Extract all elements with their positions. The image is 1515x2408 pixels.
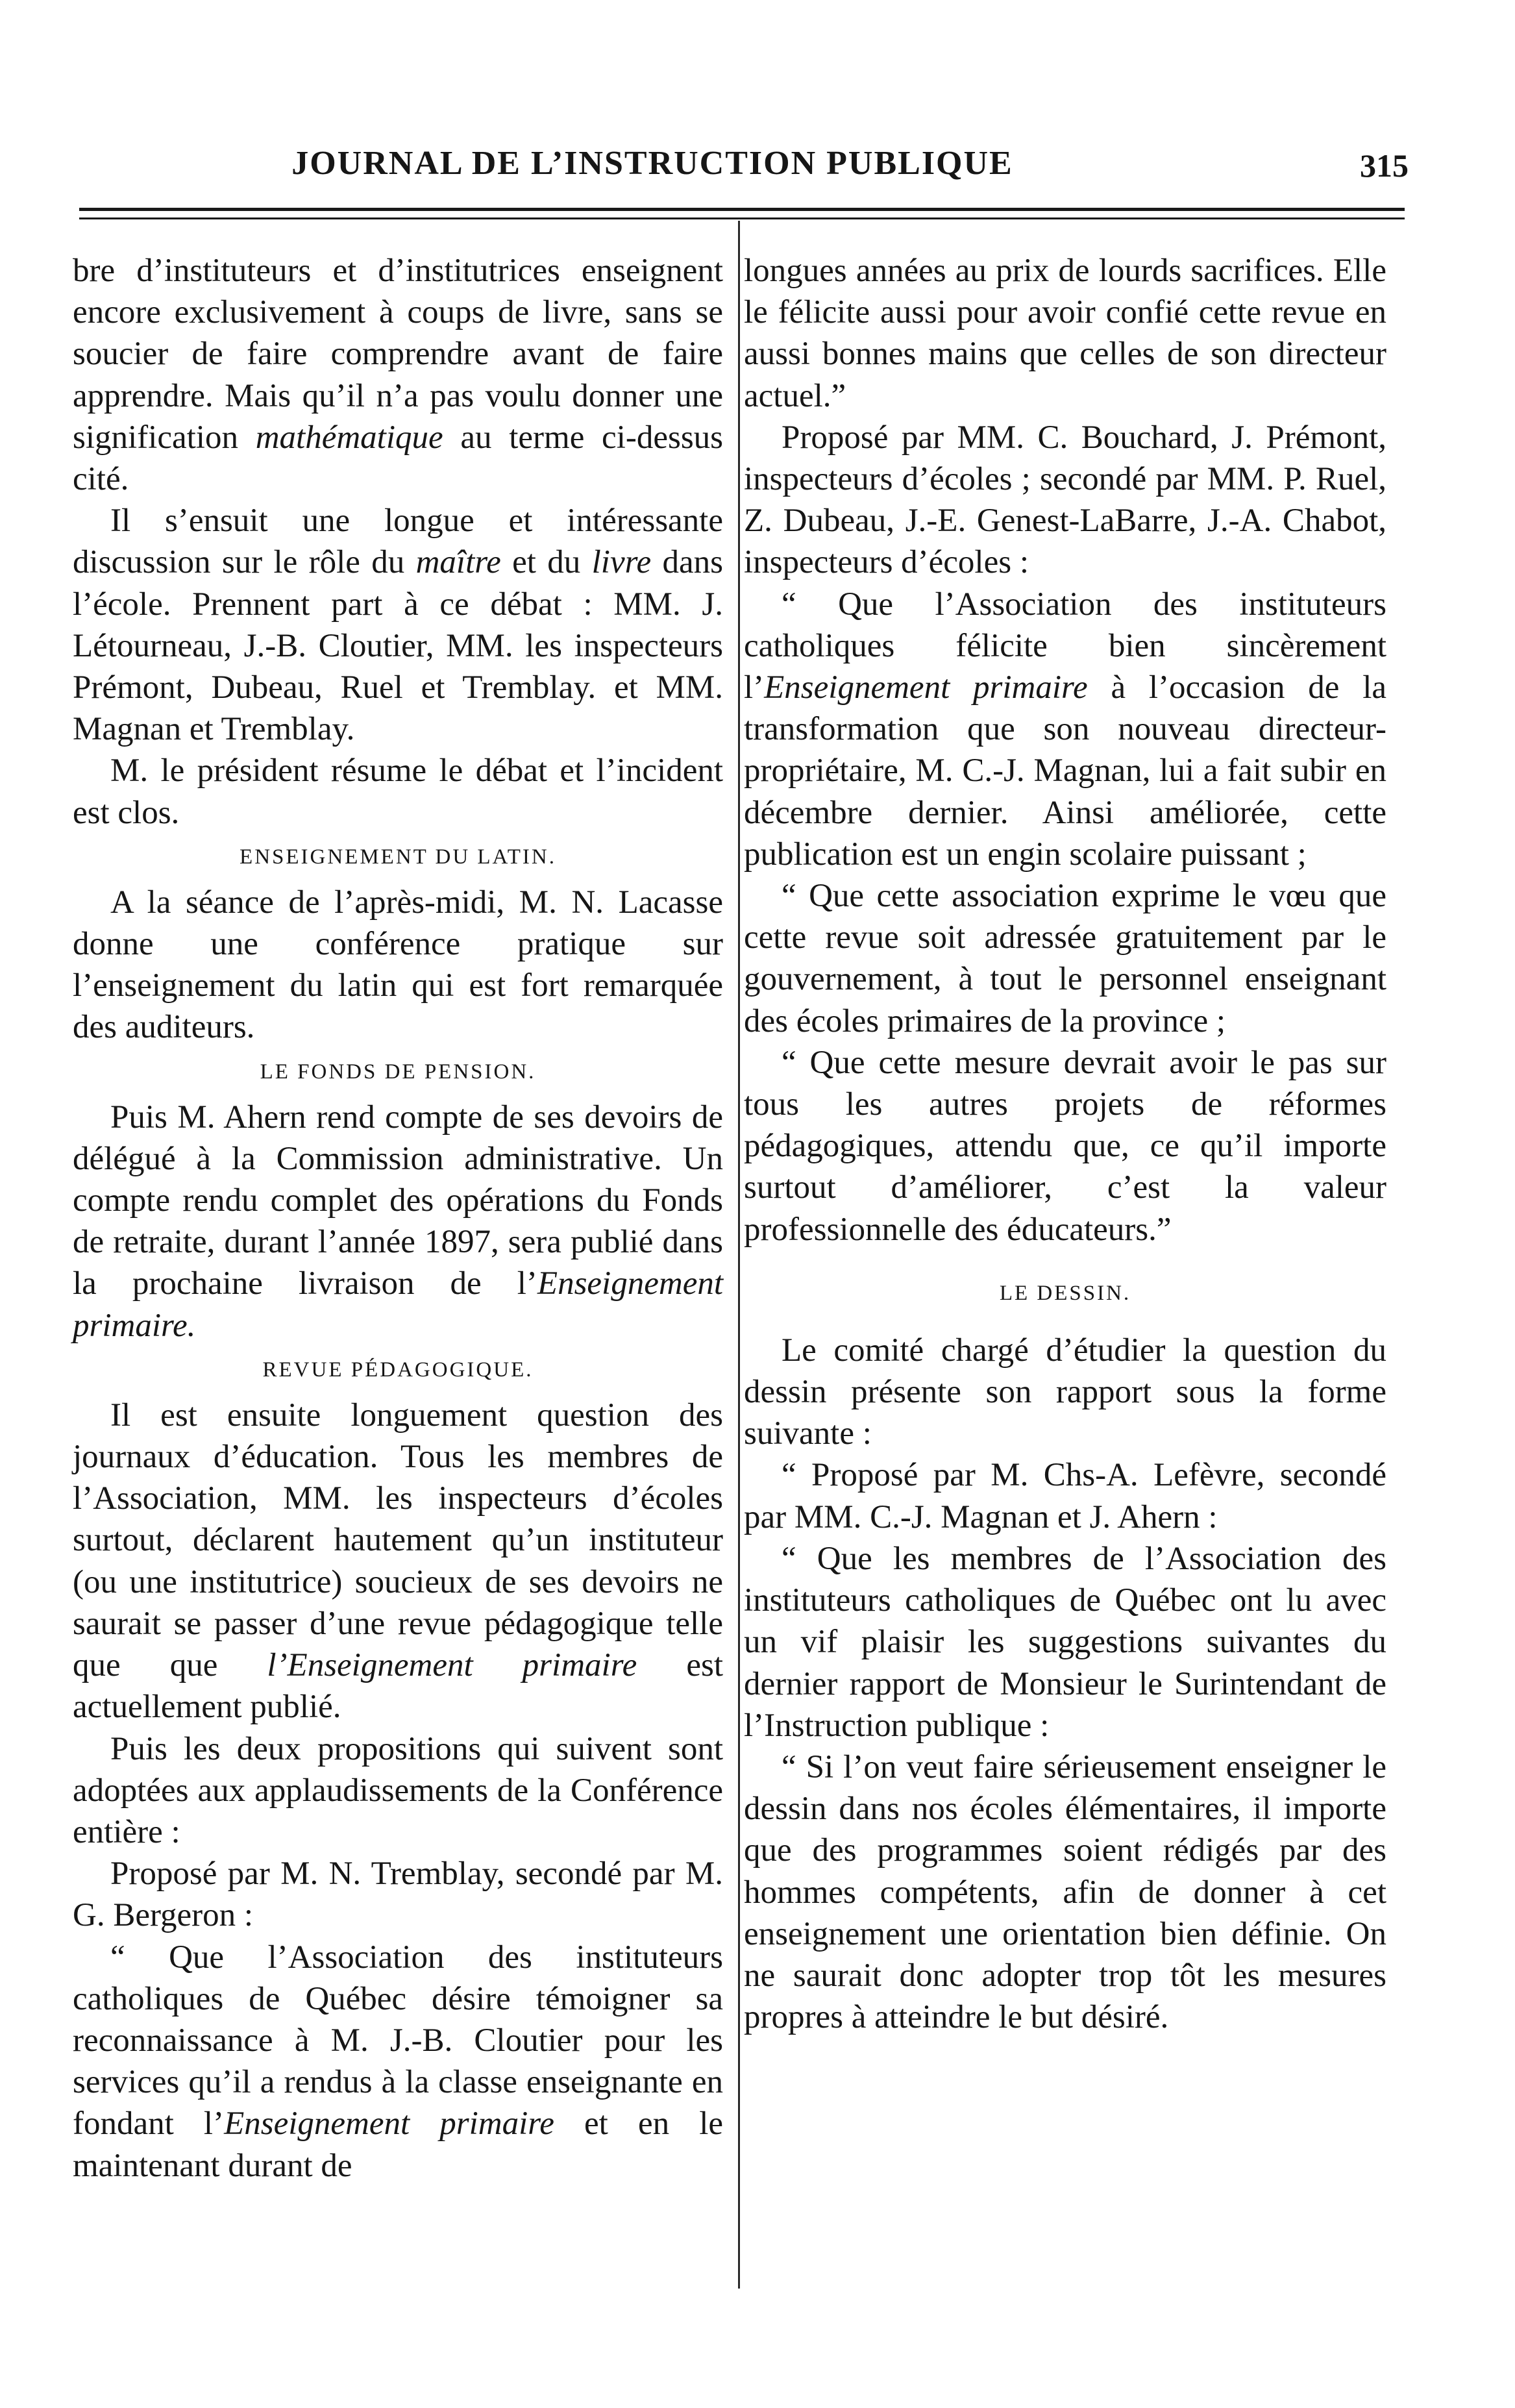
paragraph: “ Si l’on veut faire sérieusement enseigner le dessin dans nos écoles élémentaires, il importe que des programmes soient rédigés par des hommes compétents, afin de donner à cet enseignement une orientation bien définie. On ne saurait donc adopter trop tôt les mesures propres à atteindre le but désiré.: [744, 1748, 1386, 2036]
text-run: bre d’instituteurs et d’institutrices enseignent encore exclusivement à coups de livre, sans se soucier de faire comprendre avant de faire apprendre. Mais qu’il n’a pas voulu donner une signification: [73, 253, 723, 456]
journal-title: JOURNAL DE L’INSTRUCTION PUBLIQUE: [291, 145, 1013, 182]
paragraph: [73, 1097, 723, 1347]
italic-run: maître: [415, 544, 501, 581]
paragraph: Puis les deux propositions qui suivent sont adoptées aux applaudissements de la Conférence entière :: [73, 1730, 723, 1850]
paragraph: “ Que cette mesure devrait avoir le pas sur tous les autres projets de réformes pédagogiques, attendu que, ce qu’il importe surtout d’améliorer, c’est la valeur professionnelle des éducateurs.”: [744, 1044, 1386, 1248]
text-run: et en le maintenant durant de: [73, 2105, 724, 2184]
section-heading-revue: REVUE PÉDAGOGIQUE.: [262, 1358, 534, 1382]
italic-run: l’Enseignement primaire: [267, 1647, 637, 1684]
running-header: [71, 144, 1409, 196]
text-run: à l’occasion de la transformation que son nouveau directeur-propriétaire, M. C.-J. Magnan, lui a fait subir en décembre dernier. Ainsi améliorée, cette publication est un engin scolaire puissant ;: [744, 669, 1387, 873]
right-column: [744, 250, 1386, 2038]
paragraph: “ Proposé par M. Chs-A. Lefèvre, secondé par MM. C.-J. Magnan et J. Ahern :: [744, 1457, 1386, 1535]
section-heading-dessin: LE DESSIN.: [999, 1281, 1131, 1305]
text-run: Il s’ensuit une longue et intéressante discussion sur le rôle du: [73, 503, 723, 581]
italic-run: Enseignement primaire.: [73, 1265, 723, 1344]
paragraph: [73, 250, 723, 500]
paragraph: M. le président résume le débat et l’incident est clos.: [73, 752, 723, 831]
header-rule-thin: [79, 217, 1405, 219]
paragraph: [744, 584, 1386, 875]
text-run: est actuellement publié.: [73, 1647, 724, 1726]
column-divider: [738, 221, 740, 2289]
paragraph: [73, 1395, 723, 1728]
paragraph: A la séance de l’après-midi, M. N. Lacasse donne une conférence pratique sur l’enseignement du latin qui est fort remarquée des auditeurs.: [73, 884, 723, 1046]
text-run: au terme ci-dessus cité.: [73, 419, 724, 498]
text-run: “ Que l’Association des instituteurs catholiques félicite bien sincèrement l’: [744, 586, 1386, 706]
section-heading-latin: ENSEIGNEMENT DU LATIN.: [240, 845, 556, 869]
italic-run: Enseignement primaire: [764, 669, 1088, 706]
text-run: “ Que l’Association des instituteurs catholiques de Québec désire témoigner sa reconnaissance à M. J.-B. Cloutier pour les services qu’il a rendus à la classe enseignante en fondant l’: [73, 1939, 723, 2142]
header-rule-thick: [79, 208, 1405, 211]
italic-run: mathématique: [255, 419, 443, 456]
paragraph: [73, 500, 723, 750]
italic-run: livre: [591, 544, 652, 581]
text-run: Il est ensuite longuement question des journaux d’éducation. Tous les membres de l’Association, MM. les inspecteurs d’écoles surtout, déclarent hautement qu’un instituteur (ou une institutrice) soucieux de ses devoirs ne saurait se passer d’une revue pédagogique telle que que: [73, 1396, 723, 1684]
italic-run: Enseignement primaire: [224, 2105, 554, 2142]
paragraph: longues années au prix de lourds sacrifices. Elle le félicite aussi pour avoir confié cette revue en aussi bonnes mains que celles de son directeur actuel.”: [744, 253, 1386, 414]
paragraph: Le comité chargé d’étudier la question du dessin présente son rapport sous la forme suivante :: [744, 1332, 1386, 1452]
text-run: et du: [512, 544, 581, 581]
paragraph: “ Que cette association exprime le vœu que cette revue soit adressée gratuitement par le gouvernement, à tout le personnel enseignant des écoles primaires de la province ;: [744, 878, 1386, 1039]
paragraph: Proposé par M. N. Tremblay, secondé par M. G. Bergeron :: [73, 1856, 723, 1934]
page-number: 315: [1360, 147, 1409, 184]
left-column: [73, 250, 723, 2187]
paragraph: [73, 1937, 723, 2187]
paragraph: Proposé par MM. C. Bouchard, J. Prémont, inspecteurs d’écoles ; secondé par MM. P. Ruel, Z. Dubeau, J.-E. Genest-LaBarre, J.-A. Chabot, inspecteurs d’écoles :: [744, 419, 1386, 581]
paragraph: “ Que les membres de l’Association des instituteurs catholiques de Québec ont lu avec un vif plaisir les suggestions suivantes du dernier rapport de Monsieur le Surintendant de l’Instruction publique :: [744, 1540, 1386, 1744]
text-run: dans l’école. Prennent part à ce débat : MM. J. Létourneau, J.-B. Cloutier, MM. les inspecteurs Prémont, Dubeau, Ruel et Tremblay. et MM. Magnan et Tremblay.: [73, 544, 724, 748]
section-heading-pension: LE FONDS DE PENSION.: [260, 1060, 536, 1084]
text-run: Puis M. Ahern rend compte de ses devoirs de délégué à la Commission administrative. Un compte rendu complet des opérations du Fonds de retraite, durant l’année 1897, sera publié dans la prochaine livraison de l’: [73, 1098, 723, 1302]
